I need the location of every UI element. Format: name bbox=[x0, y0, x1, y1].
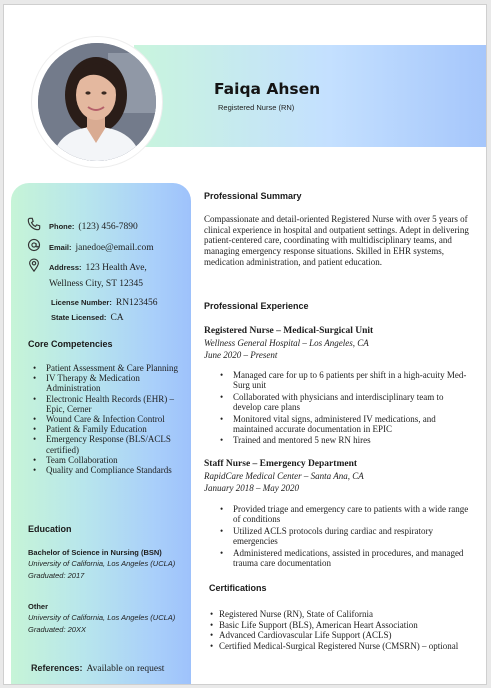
education-graduated: Graduated: 2017 bbox=[28, 570, 85, 580]
address-label: Address: bbox=[49, 263, 82, 272]
list-item: • Emergency Response (BLS/ACLS certified) bbox=[32, 434, 184, 454]
competencies-list bbox=[32, 363, 184, 475]
summary-heading: Professional Summary bbox=[204, 191, 302, 201]
phone-label: Phone: bbox=[49, 222, 75, 231]
job-dates: June 2020 – Present bbox=[204, 350, 278, 360]
education-entry bbox=[28, 601, 188, 635]
portrait-image bbox=[38, 43, 156, 161]
list-item: • Utilized ACLS protocols during cardiac and respiratory emergencies bbox=[220, 526, 470, 547]
education-degree: Other bbox=[28, 602, 49, 611]
job-title: Staff Nurse – Emergency Department bbox=[204, 459, 358, 469]
phone-value[interactable]: (123) 456-7890 bbox=[78, 222, 138, 232]
summary-text: Compassionate and detail-oriented Registered Nurse with over 5 years of clinical experience in hospital and outpatient settings. Adept in delivering patient-centered care, coordinating with multidisciplinary teams, and managing emergency response situations. Skilled in EHR systems, medication administration, and patient education. bbox=[204, 214, 469, 267]
phone-icon bbox=[27, 217, 41, 231]
job-title: Registered Nurse – Medical-Surgical Unit bbox=[204, 326, 374, 336]
certifications-heading: Certifications bbox=[209, 583, 267, 593]
job-organization: RapidCare Medical Center – Santa Ana, CA bbox=[204, 471, 364, 481]
candidate-name: Faiqa Ahsen bbox=[214, 80, 321, 98]
list-item: • Administered medications, assisted in procedures, and managed trauma care documentation bbox=[220, 548, 470, 569]
email-value[interactable]: janedoe@email.com bbox=[75, 243, 154, 253]
references bbox=[31, 658, 164, 676]
at-sign-icon bbox=[27, 238, 41, 252]
state-value: CA bbox=[110, 313, 124, 323]
list-item: • Registered Nurse (RN), State of California bbox=[210, 609, 470, 620]
state-licensed bbox=[51, 309, 124, 325]
list-item: • Certified Medical-Surgical Registered Nurse (CMSRN) – optional bbox=[210, 641, 470, 652]
list-item: • Managed care for up to 6 patients per shift in a high-acuity Med-Surg unit bbox=[220, 370, 470, 391]
contact-phone bbox=[27, 218, 138, 234]
list-item: • Quality and Compliance Standards bbox=[32, 465, 184, 475]
list-item: • Provided triage and emergency care to patients with a wide range of conditions bbox=[220, 504, 470, 525]
job-dates: January 2018 – May 2020 bbox=[204, 483, 299, 493]
list-item: • IV Therapy & Medication Administration bbox=[32, 373, 184, 393]
address-line-1: 123 Health Ave, bbox=[85, 263, 147, 273]
license-number bbox=[51, 294, 158, 310]
candidate-title: Registered Nurse (RN) bbox=[218, 103, 295, 112]
certifications-list bbox=[210, 609, 470, 651]
list-item: • Collaborated with physicians and interdisciplinary team to develop care plans bbox=[220, 392, 470, 413]
list-item: • Advanced Cardiovascular Life Support (ACLS) bbox=[210, 630, 470, 641]
job-organization: Wellness General Hospital – Los Angeles, CA bbox=[204, 338, 369, 348]
education-degree: Bachelor of Science in Nursing (BSN) bbox=[28, 548, 162, 557]
location-pin-icon bbox=[27, 258, 41, 272]
contact-address bbox=[27, 259, 147, 291]
address-line-2: Wellness City, ST 12345 bbox=[49, 279, 143, 289]
competencies-heading: Core Competencies bbox=[28, 339, 113, 349]
email-label: Email: bbox=[49, 243, 72, 252]
references-label: References: bbox=[31, 663, 83, 673]
references-value: Available on request bbox=[86, 664, 165, 674]
profile-photo-frame bbox=[32, 37, 162, 167]
state-label: State Licensed: bbox=[51, 313, 107, 322]
education-heading: Education bbox=[28, 524, 72, 534]
list-item: • Monitored vital signs, administered IV medications, and maintained accurate documentation in EPIC bbox=[220, 414, 470, 435]
profile-photo bbox=[38, 43, 156, 161]
education-entry bbox=[28, 547, 188, 581]
education-school: University of California, Los Angeles (UCLA) bbox=[28, 613, 176, 622]
list-item: • Wound Care & Infection Control bbox=[32, 414, 184, 424]
contact-email bbox=[27, 239, 154, 255]
license-value: RN123456 bbox=[115, 298, 158, 308]
job-bullets bbox=[220, 504, 470, 569]
list-item: • Team Collaboration bbox=[32, 455, 184, 465]
list-item: • Trained and mentored 5 new RN hires bbox=[220, 435, 470, 445]
job-bullets bbox=[220, 370, 470, 447]
list-item: • Basic Life Support (BLS), American Heart Association bbox=[210, 620, 470, 631]
list-item: • Electronic Health Records (EHR) – Epic, Cerner bbox=[32, 394, 184, 414]
list-item: • Patient & Family Education bbox=[32, 424, 184, 434]
experience-heading: Professional Experience bbox=[204, 301, 309, 311]
education-graduated: Graduated: 20XX bbox=[28, 624, 86, 634]
license-label: License Number: bbox=[51, 298, 112, 307]
education-school: University of California, Los Angeles (UCLA) bbox=[28, 559, 176, 568]
list-item: • Patient Assessment & Care Planning bbox=[32, 363, 184, 373]
resume-page bbox=[3, 4, 487, 685]
